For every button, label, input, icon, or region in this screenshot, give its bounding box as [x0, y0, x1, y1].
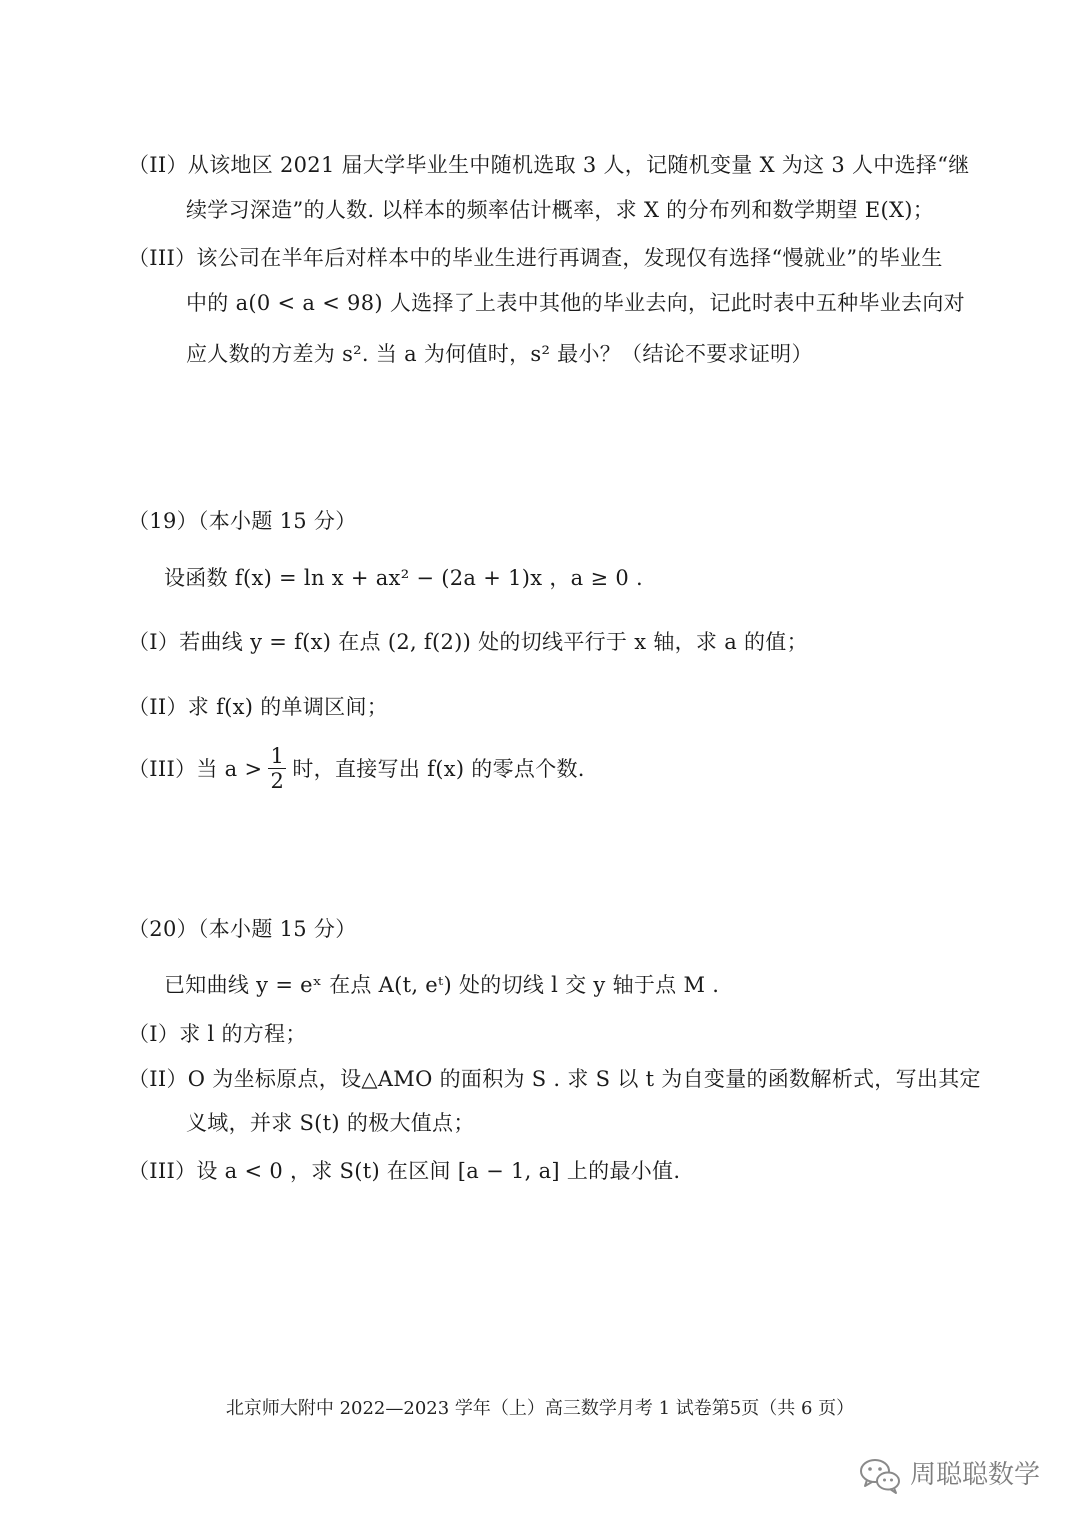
- q18-part3-line3: 应人数的方差为 s². 当 a 为何值时，s² 最小？（结论不要求证明）: [186, 342, 813, 366]
- q19-stem: 设函数 f(x) = ln x + ax² − (2a + 1)x ，a ≥ 0 .: [164, 566, 643, 590]
- q18-part3-line1: （III）该公司在半年后对样本中的毕业生进行再调查，发现仅有选择“慢就业”的毕业生: [128, 246, 943, 270]
- q19-part3-suffix: 时，直接写出 f(x) 的零点个数.: [292, 756, 585, 781]
- page-footer: 北京师大附中 2022—2023 学年（上）高三数学月考 1 试卷第5页（共 6 页）: [225, 1398, 855, 1419]
- watermark-text: 周聪聪数学: [910, 1460, 1041, 1490]
- q19-part3-fraction: [268, 744, 286, 793]
- fraction-numerator: 1: [270, 744, 285, 768]
- q20-part1: （I）求 l 的方程；: [128, 1022, 307, 1046]
- q18-part3-line2: 中的 a(0 < a < 98) 人选择了上表中其他的毕业去向，记此时表中五种毕业去向对: [186, 291, 965, 315]
- watermark: [858, 1455, 1040, 1495]
- q20-header: （20）（本小题 15 分）: [128, 917, 357, 941]
- wechat-icon: [858, 1455, 902, 1495]
- q20-part2-line1: （II）O 为坐标原点，设△AMO 的面积为 S . 求 S 以 t 为自变量的函数解析式，写出其定: [128, 1067, 981, 1091]
- q20-part2-line2: 义域，并求 S(t) 的极大值点；: [186, 1111, 475, 1135]
- q19-part2: （II）求 f(x) 的单调区间；: [128, 695, 389, 719]
- q19-part1: （I）若曲线 y = f(x) 在点 (2, f(2)) 处的切线平行于 x 轴，求 a 的值；: [128, 630, 808, 654]
- q19-header: （19）（本小题 15 分）: [128, 509, 357, 533]
- fraction-denominator: 2: [270, 769, 285, 793]
- q19-part3: [128, 744, 585, 793]
- q18-part2-line1: （II）从该地区 2021 届大学毕业生中随机选取 3 人，记随机变量 X 为这 3 人中选择“继: [128, 153, 970, 177]
- q20-stem: 已知曲线 y = eˣ 在点 A(t, eᵗ) 处的切线 l 交 y 轴于点 M .: [164, 973, 720, 997]
- q18-part2-line2: 续学习深造”的人数. 以样本的频率估计概率，求 X 的分布列和数学期望 E(X)；: [186, 198, 935, 222]
- q20-part3: （III）设 a < 0 ，求 S(t) 在区间 [a − 1, a] 上的最小值.: [128, 1159, 681, 1183]
- q19-part3-prefix: （III）当 a >: [128, 756, 263, 781]
